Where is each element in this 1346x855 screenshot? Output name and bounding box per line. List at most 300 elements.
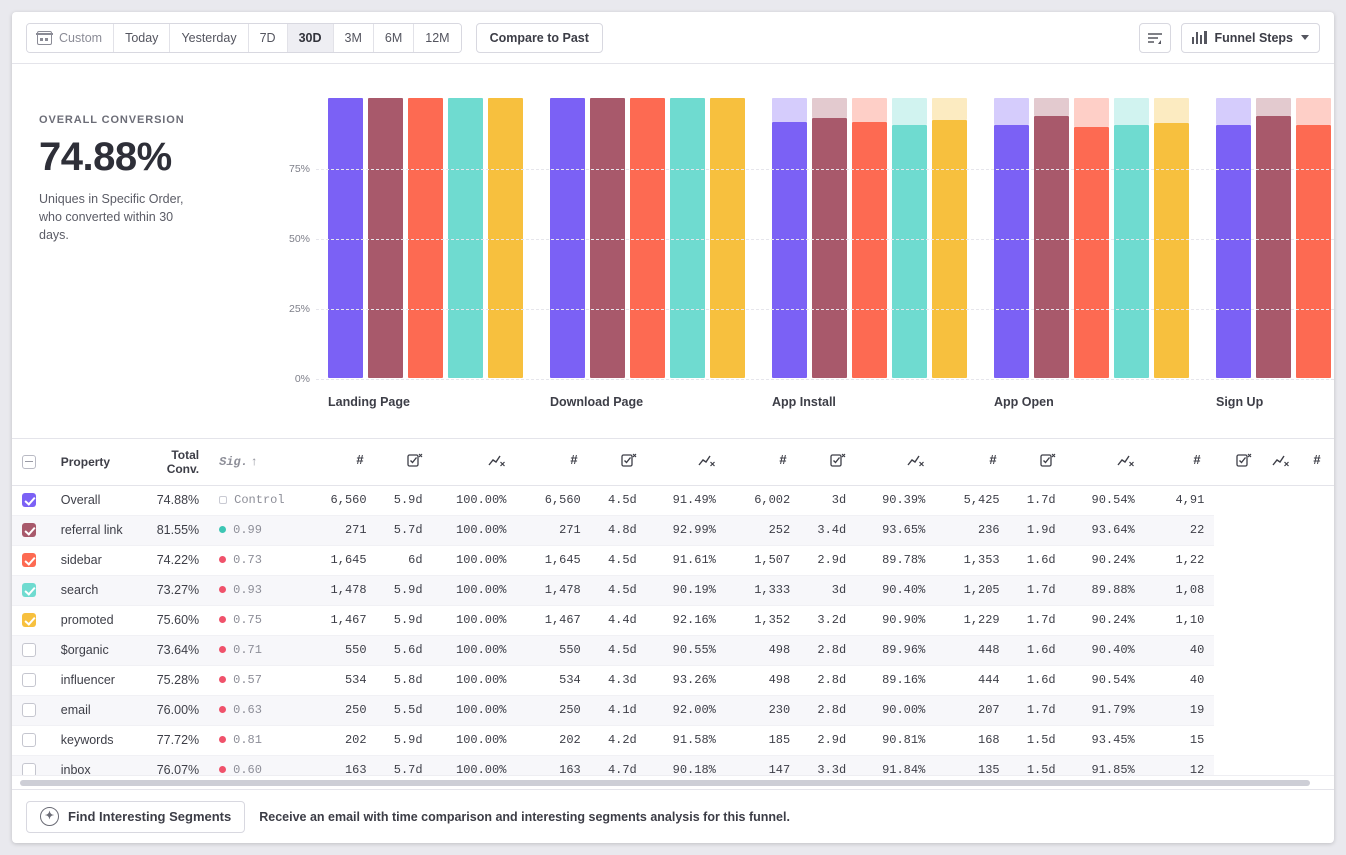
row-metric-cell: 252 (726, 515, 800, 545)
svg-text:#: # (355, 453, 364, 468)
row-metric-cell: 90.90% (856, 605, 935, 635)
row-metric-cell: 498 (726, 665, 800, 695)
chart-bar-comparison (852, 98, 887, 121)
chart-bar-comparison (1034, 98, 1069, 116)
row-checkbox-cell[interactable] (12, 515, 51, 545)
chart-bar-comparison (1154, 98, 1189, 123)
chart-bar-column[interactable] (812, 98, 847, 378)
row-metric-cell: 202 (302, 725, 376, 755)
date-range-yesterday[interactable]: Yesterday (170, 24, 248, 52)
svg-text:#: # (779, 453, 787, 468)
column-header-conv-4[interactable] (1010, 439, 1066, 485)
chart-bar-column[interactable] (670, 98, 705, 378)
row-metric-cell: 135 (935, 755, 1009, 775)
chart-bar[interactable] (328, 98, 363, 378)
footer-note: Receive an email with time comparison and interesting segments analysis for this funnel. (259, 809, 790, 824)
chart-bar-column[interactable] (1034, 98, 1069, 378)
chart-group (760, 64, 982, 438)
date-range-3m[interactable]: 3M (334, 24, 374, 52)
row-metric-cell: 92.99% (647, 515, 726, 545)
table-row[interactable] (12, 485, 1334, 515)
significance-value: 0.60 (233, 763, 262, 775)
y-axis (270, 64, 316, 438)
significance-value: 0.81 (233, 733, 262, 747)
row-metric-cell: 1.6d (1010, 665, 1066, 695)
row-metric-cell: 90.18% (647, 755, 726, 775)
row-significance (209, 635, 302, 665)
row-metric-cell: 1.6d (1010, 635, 1066, 665)
row-metric-cell: 5.7d (377, 755, 433, 775)
significance-value: 0.99 (233, 523, 262, 537)
funnel-analytics-window (12, 12, 1334, 843)
chart-bar[interactable] (368, 98, 403, 378)
row-metric-cell: 4.1d (591, 695, 647, 725)
row-metric-cell: 147 (726, 755, 800, 775)
date-range-12m[interactable]: 12M (414, 24, 460, 52)
chevron-down-icon (1301, 35, 1309, 40)
find-interesting-segments-button[interactable] (26, 801, 245, 833)
row-metric-cell: 1.9d (1010, 515, 1066, 545)
significance-dot (219, 706, 226, 713)
column-header-hash-5[interactable] (1145, 439, 1215, 485)
table-row[interactable] (12, 695, 1334, 725)
row-metric-cell: 185 (726, 725, 800, 755)
table-scroll-viewport[interactable] (12, 439, 1334, 775)
chart-bars (1216, 98, 1334, 378)
row-metric-cell: 4.3d (591, 665, 647, 695)
significance-dot (219, 526, 226, 533)
select-all-header[interactable] (12, 439, 51, 485)
hash-icon (353, 453, 367, 467)
significance-value: Control (234, 493, 285, 507)
chart-bar[interactable] (710, 98, 745, 378)
column-header-conv-3[interactable] (800, 439, 856, 485)
row-metric-cell: 498 (726, 635, 800, 665)
row-metric-cell: 100.00% (433, 515, 517, 545)
column-header-sig[interactable] (209, 439, 302, 485)
row-checkbox-cell[interactable] (12, 725, 51, 755)
row-metric-cell: 271 (302, 515, 376, 545)
row-total-conversion: 74.22% (143, 545, 209, 575)
chart-bar-column[interactable] (328, 98, 363, 378)
chart-group-label: Landing Page (328, 395, 410, 409)
row-property-name: email (51, 695, 143, 725)
chart-group (982, 64, 1204, 438)
row-metric-cell: 3.2d (800, 605, 856, 635)
date-range-30d[interactable]: 30D (288, 24, 334, 52)
row-metric-cell: 1,478 (516, 575, 590, 605)
gridline (316, 309, 1334, 310)
chart-bar-column[interactable] (710, 98, 745, 378)
significance-dot (219, 616, 226, 623)
row-metric-cell: 91.58% (647, 725, 726, 755)
row-metric-cell: 3.3d (800, 755, 856, 775)
significance-dot (219, 646, 226, 653)
row-significance (209, 695, 302, 725)
row-metric-cell: 89.88% (1066, 575, 1145, 605)
time-to-convert-icon (698, 453, 716, 468)
row-checkbox[interactable] (22, 673, 36, 687)
chart-bar-comparison (932, 98, 967, 120)
row-metric-cell: 4,91 (1145, 485, 1215, 515)
row-metric-cell: 90.54% (1066, 665, 1145, 695)
table-row[interactable] (12, 515, 1334, 545)
property-header-label: Property (60, 454, 111, 469)
row-total-conversion: 76.07% (143, 755, 209, 775)
chart-bar-column[interactable] (1074, 98, 1109, 378)
row-checkbox[interactable] (22, 553, 36, 567)
row-metric-cell: 5.9d (377, 485, 433, 515)
time-to-convert-icon (1272, 453, 1290, 468)
chart-bar-column[interactable] (590, 98, 625, 378)
row-metric-cell: 2.9d (800, 545, 856, 575)
y-axis-tick: 75% (288, 163, 310, 175)
chart-group (1204, 64, 1334, 438)
column-header-time-5[interactable] (1262, 439, 1300, 485)
funnel-steps-label: Funnel Steps (1214, 30, 1293, 45)
chart-bar[interactable] (812, 118, 847, 378)
row-metric-cell: 90.19% (647, 575, 726, 605)
row-total-conversion: 81.55% (143, 515, 209, 545)
chart-group-label: Sign Up (1216, 395, 1264, 409)
row-metric-cell: 3.4d (800, 515, 856, 545)
row-metric-cell: 163 (302, 755, 376, 775)
compare-to-past-button[interactable]: Compare to Past (476, 23, 603, 53)
row-metric-cell: 1,229 (935, 605, 1009, 635)
column-header-time-2[interactable] (647, 439, 726, 485)
chart-bar[interactable] (1074, 127, 1109, 378)
column-header-hash-4[interactable] (935, 439, 1009, 485)
table-row[interactable] (12, 545, 1334, 575)
date-range-6m[interactable]: 6M (374, 24, 414, 52)
kpi-value: 74.88% (39, 135, 172, 179)
row-metric-cell: 4.4d (591, 605, 647, 635)
row-significance (209, 665, 302, 695)
row-metric-cell: 1,352 (726, 605, 800, 635)
chart-bar[interactable] (932, 120, 967, 378)
hash-icon (986, 453, 1000, 467)
row-metric-cell: 3d (800, 575, 856, 605)
chart-bar[interactable] (488, 98, 523, 378)
funnel-steps-dropdown[interactable] (1181, 23, 1320, 53)
row-metric-cell: 12 (1145, 755, 1215, 775)
row-metric-cell: 202 (516, 725, 590, 755)
chart-bar[interactable] (1296, 125, 1331, 378)
hash-icon (1190, 453, 1204, 467)
row-total-conversion: 73.64% (143, 635, 209, 665)
select-all-checkbox[interactable] (22, 455, 36, 469)
calendar-icon (37, 31, 52, 45)
svg-text:#: # (1313, 453, 1321, 468)
date-range-today[interactable]: Today (114, 24, 170, 52)
row-metric-cell: 100.00% (433, 695, 517, 725)
row-property-name: sidebar (51, 545, 143, 575)
sort-asc-arrow-icon: ↑ (251, 454, 258, 469)
chart-bar-column[interactable] (994, 98, 1029, 378)
table-row[interactable] (12, 725, 1334, 755)
row-metric-cell: 100.00% (433, 605, 517, 635)
segments-table (12, 439, 1334, 775)
row-metric-cell: 1,645 (302, 545, 376, 575)
column-header-conv-1[interactable] (377, 439, 433, 485)
row-metric-cell: 93.64% (1066, 515, 1145, 545)
row-metric-cell: 89.16% (856, 665, 935, 695)
row-property-name: Overall (51, 485, 143, 515)
chart-bar-column[interactable] (1216, 98, 1251, 378)
chart-bar[interactable] (408, 98, 443, 378)
row-metric-cell: 100.00% (433, 485, 517, 515)
significance-dot (219, 766, 226, 773)
y-axis-tick: 50% (288, 233, 310, 245)
row-metric-cell: 2.8d (800, 635, 856, 665)
row-metric-cell: 271 (516, 515, 590, 545)
row-metric-cell: 2.9d (800, 725, 856, 755)
date-range-7d[interactable]: 7D (249, 24, 288, 52)
chart-group (316, 64, 538, 438)
row-total-conversion: 77.72% (143, 725, 209, 755)
row-metric-cell: 90.54% (1066, 485, 1145, 515)
segments-table-area (12, 439, 1334, 789)
chart-groups (316, 64, 1334, 438)
chart-bar-column[interactable] (408, 98, 443, 378)
chart-bar[interactable] (1114, 125, 1149, 378)
chart-bar[interactable] (772, 122, 807, 378)
svg-text:#: # (570, 453, 578, 468)
row-metric-cell: 5.7d (377, 515, 433, 545)
row-checkbox[interactable] (22, 523, 36, 537)
row-metric-cell: 90.40% (856, 575, 935, 605)
funnel-bar-chart (270, 64, 1334, 438)
row-checkbox-cell[interactable] (12, 545, 51, 575)
chart-bar-column[interactable] (448, 98, 483, 378)
chart-bar[interactable] (630, 98, 665, 378)
row-checkbox-cell[interactable] (12, 755, 51, 775)
y-axis-tick: 0% (294, 373, 310, 385)
row-metric-cell: 1,08 (1145, 575, 1215, 605)
row-checkbox[interactable] (22, 493, 36, 507)
row-property-name: keywords (51, 725, 143, 755)
row-metric-cell: 93.45% (1066, 725, 1145, 755)
chart-bar-comparison (1074, 98, 1109, 127)
row-metric-cell: 90.24% (1066, 605, 1145, 635)
gridline (316, 239, 1334, 240)
chart-bar[interactable] (1154, 123, 1189, 378)
column-header-hash-1[interactable] (302, 439, 376, 485)
row-metric-cell: 1,507 (726, 545, 800, 575)
table-row[interactable] (12, 755, 1334, 775)
row-total-conversion: 73.27% (143, 575, 209, 605)
row-metric-cell: 22 (1145, 515, 1215, 545)
horizontal-scrollbar[interactable] (12, 775, 1334, 789)
row-metric-cell: 2.8d (800, 695, 856, 725)
row-metric-cell: 5,425 (935, 485, 1009, 515)
row-total-conversion: 74.88% (143, 485, 209, 515)
column-header-hash-3[interactable] (726, 439, 800, 485)
significance-dot (219, 736, 226, 743)
row-metric-cell: 40 (1145, 665, 1215, 695)
conversion-rate-icon (407, 453, 423, 468)
chart-group-label: Download Page (550, 395, 644, 409)
row-checkbox-cell[interactable] (12, 635, 51, 665)
row-metric-cell: 1.6d (1010, 545, 1066, 575)
column-header-hash-6[interactable] (1300, 439, 1334, 485)
row-checkbox[interactable] (22, 613, 36, 627)
filter-sort-button[interactable] (1139, 23, 1171, 53)
table-row[interactable] (12, 575, 1334, 605)
chart-bar-column[interactable] (1154, 98, 1189, 378)
row-metric-cell: 91.85% (1066, 755, 1145, 775)
row-metric-cell: 100.00% (433, 545, 517, 575)
row-metric-cell: 2.8d (800, 665, 856, 695)
row-significance (209, 575, 302, 605)
filter-sort-icon (1147, 31, 1163, 45)
chart-bar-column[interactable] (488, 98, 523, 378)
chart-bar-column[interactable] (1114, 98, 1149, 378)
chart-bars (550, 98, 745, 378)
row-metric-cell: 6d (377, 545, 433, 575)
chart-bar[interactable] (1256, 116, 1291, 378)
row-total-conversion: 75.28% (143, 665, 209, 695)
chart-bar-comparison (772, 98, 807, 122)
significance-value: 0.75 (233, 613, 262, 627)
row-metric-cell: 207 (935, 695, 1009, 725)
row-metric-cell: 1,467 (516, 605, 590, 635)
chart-bar-column[interactable] (772, 98, 807, 378)
row-metric-cell: 1.7d (1010, 695, 1066, 725)
row-property-name: promoted (51, 605, 143, 635)
row-metric-cell: 4.5d (591, 575, 647, 605)
row-metric-cell: 19 (1145, 695, 1215, 725)
row-metric-cell: 1.5d (1010, 725, 1066, 755)
chart-bar-column[interactable] (932, 98, 967, 378)
row-metric-cell: 5.9d (377, 725, 433, 755)
row-metric-cell: 1,645 (516, 545, 590, 575)
chart-bar[interactable] (550, 98, 585, 378)
chart-bar[interactable] (448, 98, 483, 378)
row-significance (209, 755, 302, 775)
row-checkbox-cell[interactable] (12, 485, 51, 515)
row-checkbox[interactable] (22, 703, 36, 717)
significance-value: 0.73 (233, 553, 262, 567)
chart-bar-column[interactable] (852, 98, 887, 378)
row-metric-cell: 89.78% (856, 545, 935, 575)
row-metric-cell: 92.00% (647, 695, 726, 725)
kpi-label: OVERALL CONVERSION (39, 114, 185, 126)
chart-bar[interactable] (1034, 116, 1069, 378)
table-row[interactable] (12, 635, 1334, 665)
row-metric-cell: 4.8d (591, 515, 647, 545)
footer (12, 789, 1334, 843)
row-metric-cell: 1,478 (302, 575, 376, 605)
table-row[interactable] (12, 605, 1334, 635)
row-property-name: search (51, 575, 143, 605)
date-range-selector[interactable] (26, 23, 462, 53)
chart-bar[interactable] (670, 98, 705, 378)
chart-bar[interactable] (590, 98, 625, 378)
chart-bar[interactable] (1216, 125, 1251, 379)
column-header-conv-2[interactable] (591, 439, 647, 485)
significance-dot (219, 586, 226, 593)
chart-bar-column[interactable] (630, 98, 665, 378)
column-header-hash-2[interactable] (516, 439, 590, 485)
row-total-conversion: 76.00% (143, 695, 209, 725)
row-metric-cell: 92.16% (647, 605, 726, 635)
row-checkbox[interactable] (22, 643, 36, 657)
row-metric-cell: 100.00% (433, 575, 517, 605)
chart-bar-column[interactable] (1296, 98, 1331, 378)
row-metric-cell: 90.24% (1066, 545, 1145, 575)
row-metric-cell: 4.7d (591, 755, 647, 775)
row-property-name: inbox (51, 755, 143, 775)
gridline (316, 169, 1334, 170)
row-property-name: influencer (51, 665, 143, 695)
row-metric-cell: 1,205 (935, 575, 1009, 605)
row-checkbox-cell[interactable] (12, 605, 51, 635)
row-metric-cell: 90.40% (1066, 635, 1145, 665)
chart-group-label: App Open (994, 395, 1054, 409)
row-metric-cell: 1.7d (1010, 485, 1066, 515)
column-header-time-1[interactable] (433, 439, 517, 485)
conversion-rate-icon (1040, 453, 1056, 468)
time-to-convert-icon (488, 453, 506, 468)
chart-bar-column[interactable] (892, 98, 927, 378)
significance-control-marker (219, 496, 227, 504)
chart-bar-column[interactable] (368, 98, 403, 378)
column-header-time-4[interactable] (1066, 439, 1145, 485)
row-metric-cell: 550 (516, 635, 590, 665)
row-metric-cell: 250 (516, 695, 590, 725)
conversion-rate-icon (830, 453, 846, 468)
row-metric-cell: 5.9d (377, 575, 433, 605)
chart-bar-comparison (1114, 98, 1149, 125)
row-metric-cell: 90.81% (856, 725, 935, 755)
chart-bar-comparison (1216, 98, 1251, 124)
row-checkbox[interactable] (22, 583, 36, 597)
column-header-total-conv[interactable] (143, 439, 209, 485)
row-checkbox[interactable] (22, 763, 36, 775)
column-header-property[interactable] (51, 439, 143, 485)
column-header-conv-5[interactable] (1214, 439, 1262, 485)
sig-header-label: Sig. (219, 455, 248, 470)
chart-bar[interactable] (892, 125, 927, 378)
date-range-custom[interactable] (27, 24, 114, 52)
row-checkbox-cell[interactable] (12, 695, 51, 725)
chart-bar-comparison (1296, 98, 1331, 125)
row-metric-cell: 4.5d (591, 635, 647, 665)
row-metric-cell: 100.00% (433, 665, 517, 695)
row-metric-cell: 236 (935, 515, 1009, 545)
row-metric-cell: 6,560 (516, 485, 590, 515)
chart-bar[interactable] (994, 125, 1029, 378)
time-to-convert-icon (1117, 453, 1135, 468)
hash-icon (776, 453, 790, 467)
chart-bar[interactable] (852, 122, 887, 379)
row-checkbox-cell[interactable] (12, 575, 51, 605)
row-metric-cell: 89.96% (856, 635, 935, 665)
column-header-time-3[interactable] (856, 439, 935, 485)
row-checkbox-cell[interactable] (12, 665, 51, 695)
row-checkbox[interactable] (22, 733, 36, 747)
table-row[interactable] (12, 665, 1334, 695)
horizontal-scrollbar-thumb[interactable] (20, 780, 1310, 786)
svg-text:#: # (1193, 453, 1201, 468)
row-metric-cell: 168 (935, 725, 1009, 755)
row-metric-cell: 4.5d (591, 545, 647, 575)
chart-bar-column[interactable] (1256, 98, 1291, 378)
chart-bar-column[interactable] (550, 98, 585, 378)
row-metric-cell: 90.00% (856, 695, 935, 725)
chart-bar-comparison (892, 98, 927, 125)
